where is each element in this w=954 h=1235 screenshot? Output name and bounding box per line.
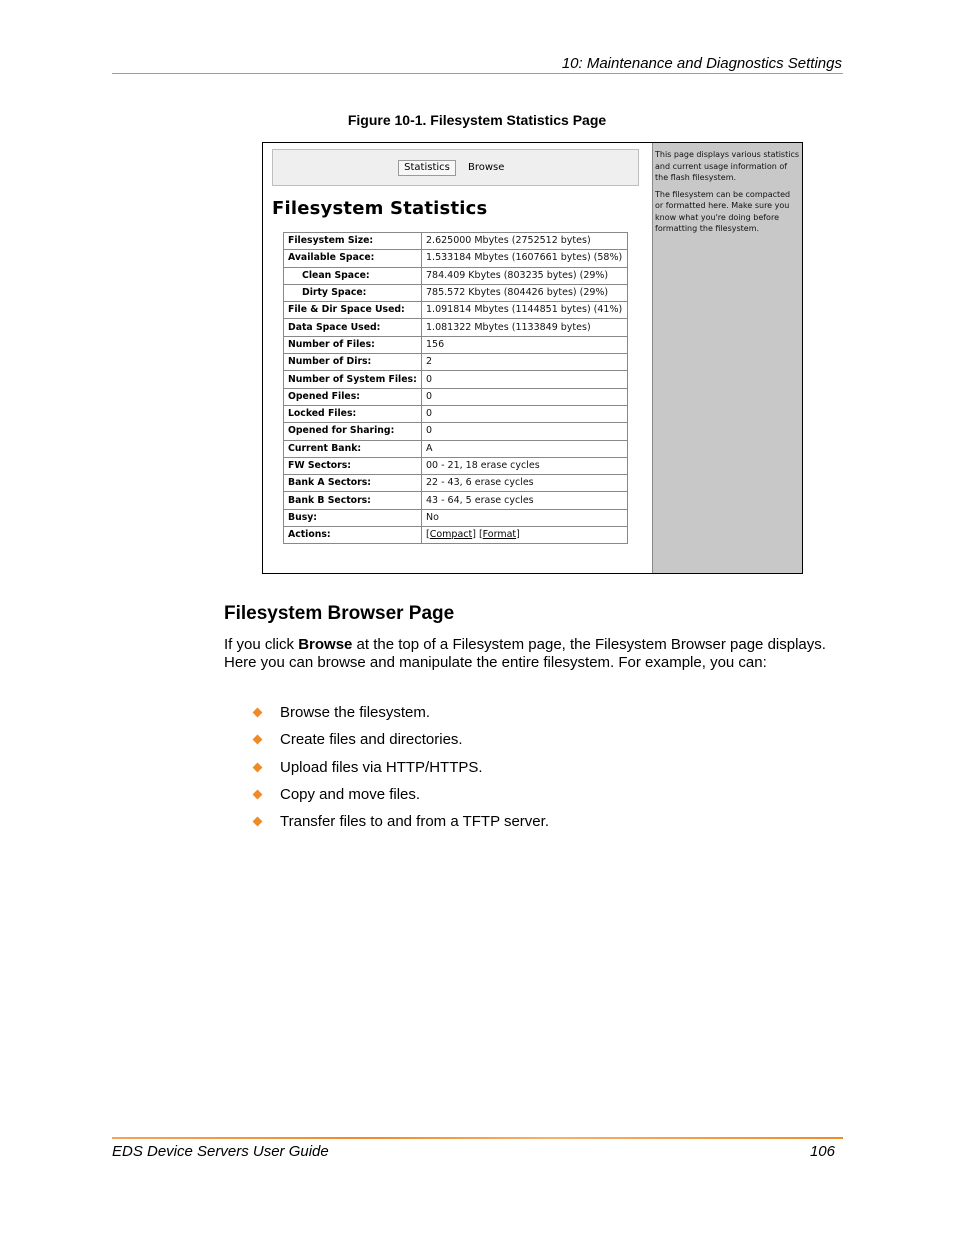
format-link[interactable]: Format — [482, 529, 517, 541]
row-value: 1.091814 Mbytes (1144851 bytes) (41%) — [422, 302, 628, 319]
row-value: 1.533184 Mbytes (1607661 bytes) (58%) — [422, 250, 628, 267]
list-item-text: Browse the filesystem. — [280, 704, 431, 721]
para-bold-browse: Browse — [298, 636, 353, 653]
row-label: Busy: — [284, 509, 422, 526]
statistics-table — [283, 232, 628, 544]
row-value: No — [422, 509, 628, 526]
row-value: 2 — [422, 354, 628, 371]
page-number: 106 — [809, 1143, 835, 1160]
row-value: 22 - 43, 6 erase cycles — [422, 475, 628, 492]
row-label: Dirty Space: — [284, 284, 422, 301]
footer-doc-title: EDS Device Servers User Guide — [112, 1143, 329, 1160]
table-row — [284, 475, 628, 492]
row-label: Opened for Sharing: — [284, 423, 422, 440]
row-label: FW Sectors: — [284, 457, 422, 474]
row-label: Number of Dirs: — [284, 354, 422, 371]
bullet-list — [252, 703, 549, 839]
list-item — [252, 758, 549, 785]
table-row — [284, 354, 628, 371]
table-row — [284, 319, 628, 336]
table-row — [284, 233, 628, 250]
table-row — [284, 284, 628, 301]
help-sidebar — [652, 143, 802, 573]
para-text-end: at the top of a Filesystem page, the Filesystem Browser page displays. Here you can browse and manipulate the entire filesystem. For example, you can: — [224, 636, 826, 671]
table-row — [284, 371, 628, 388]
browse-tab[interactable]: Browse — [468, 162, 505, 173]
para-text-start: If you click — [224, 636, 299, 653]
diamond-bullet-icon — [253, 708, 263, 718]
statistics-heading: Filesystem Statistics — [272, 198, 488, 219]
row-value: 784.409 Kbytes (803235 bytes) (29%) — [422, 267, 628, 284]
table-row — [284, 423, 628, 440]
row-label: Number of Files: — [284, 336, 422, 353]
nav-bar — [272, 149, 639, 186]
actions-label: Actions: — [284, 527, 422, 544]
table-row — [284, 302, 628, 319]
row-label: Current Bank: — [284, 440, 422, 457]
row-label: Number of System Files: — [284, 371, 422, 388]
list-item-text: Transfer files to and from a TFTP server. — [280, 813, 549, 831]
list-item — [252, 730, 549, 757]
table-row — [284, 250, 628, 267]
help-text-format: The filesystem can be compacted or formatted here. Make sure you know what you're doing before formatting the filesystem. — [655, 189, 791, 233]
row-value: 0 — [422, 371, 628, 388]
body-paragraph — [224, 636, 834, 672]
row-label: Filesystem Size: — [284, 233, 422, 250]
list-item — [252, 703, 549, 730]
list-item-text: Create files and directories. — [280, 731, 463, 749]
table-row-actions — [284, 527, 628, 544]
section-heading: Filesystem Browser Page — [224, 603, 455, 624]
list-item-text: Upload files via HTTP/HTTPS. — [280, 758, 483, 776]
diamond-bullet-icon — [253, 735, 263, 745]
row-value: 2.625000 Mbytes (2752512 bytes) — [422, 233, 628, 250]
help-text-usage: This page displays various statistics and current usage information of the flash filesystem. — [655, 150, 800, 182]
table-row — [284, 440, 628, 457]
row-value: 00 - 21, 18 erase cycles — [422, 457, 628, 474]
list-item — [252, 812, 549, 839]
table-row — [284, 457, 628, 474]
row-label: Bank A Sectors: — [284, 475, 422, 492]
table-row — [284, 336, 628, 353]
table-row — [284, 405, 628, 422]
diamond-bullet-icon — [253, 817, 263, 827]
statistics-tab[interactable]: Statistics — [398, 160, 456, 176]
row-value: 785.572 Kbytes (804426 bytes) (29%) — [422, 284, 628, 301]
table-row — [284, 492, 628, 509]
row-label: File & Dir Space Used: — [284, 302, 422, 319]
row-value: 0 — [422, 423, 628, 440]
row-value: 0 — [422, 388, 628, 405]
row-label: Clean Space: — [284, 267, 422, 284]
row-label: Data Space Used: — [284, 319, 422, 336]
running-header: 10: Maintenance and Diagnostics Settings — [561, 55, 842, 72]
screenshot-main-panel — [263, 143, 652, 573]
table-row — [284, 388, 628, 405]
compact-link[interactable]: Compact — [429, 529, 473, 541]
row-value: 0 — [422, 405, 628, 422]
table-row — [284, 509, 628, 526]
row-value: 43 - 64, 5 erase cycles — [422, 492, 628, 509]
diamond-bullet-icon — [253, 789, 263, 799]
screenshot-figure — [262, 142, 803, 574]
table-row — [284, 267, 628, 284]
figure-caption: Figure 10-1. Filesystem Statistics Page — [347, 112, 607, 128]
row-label: Locked Files: — [284, 405, 422, 422]
list-item-text: Copy and move files. — [280, 785, 421, 803]
row-label: Bank B Sectors: — [284, 492, 422, 509]
footer-rule — [112, 1137, 843, 1139]
row-label: Available Space: — [284, 250, 422, 267]
header-rule — [112, 73, 843, 74]
row-label: Opened Files: — [284, 388, 422, 405]
row-value: 156 — [422, 336, 628, 353]
row-value: A — [422, 440, 628, 457]
list-item — [252, 785, 549, 812]
actions-cell: [Compact] [Format] — [422, 527, 628, 544]
row-value: 1.081322 Mbytes (1133849 bytes) — [422, 319, 628, 336]
diamond-bullet-icon — [253, 762, 263, 772]
